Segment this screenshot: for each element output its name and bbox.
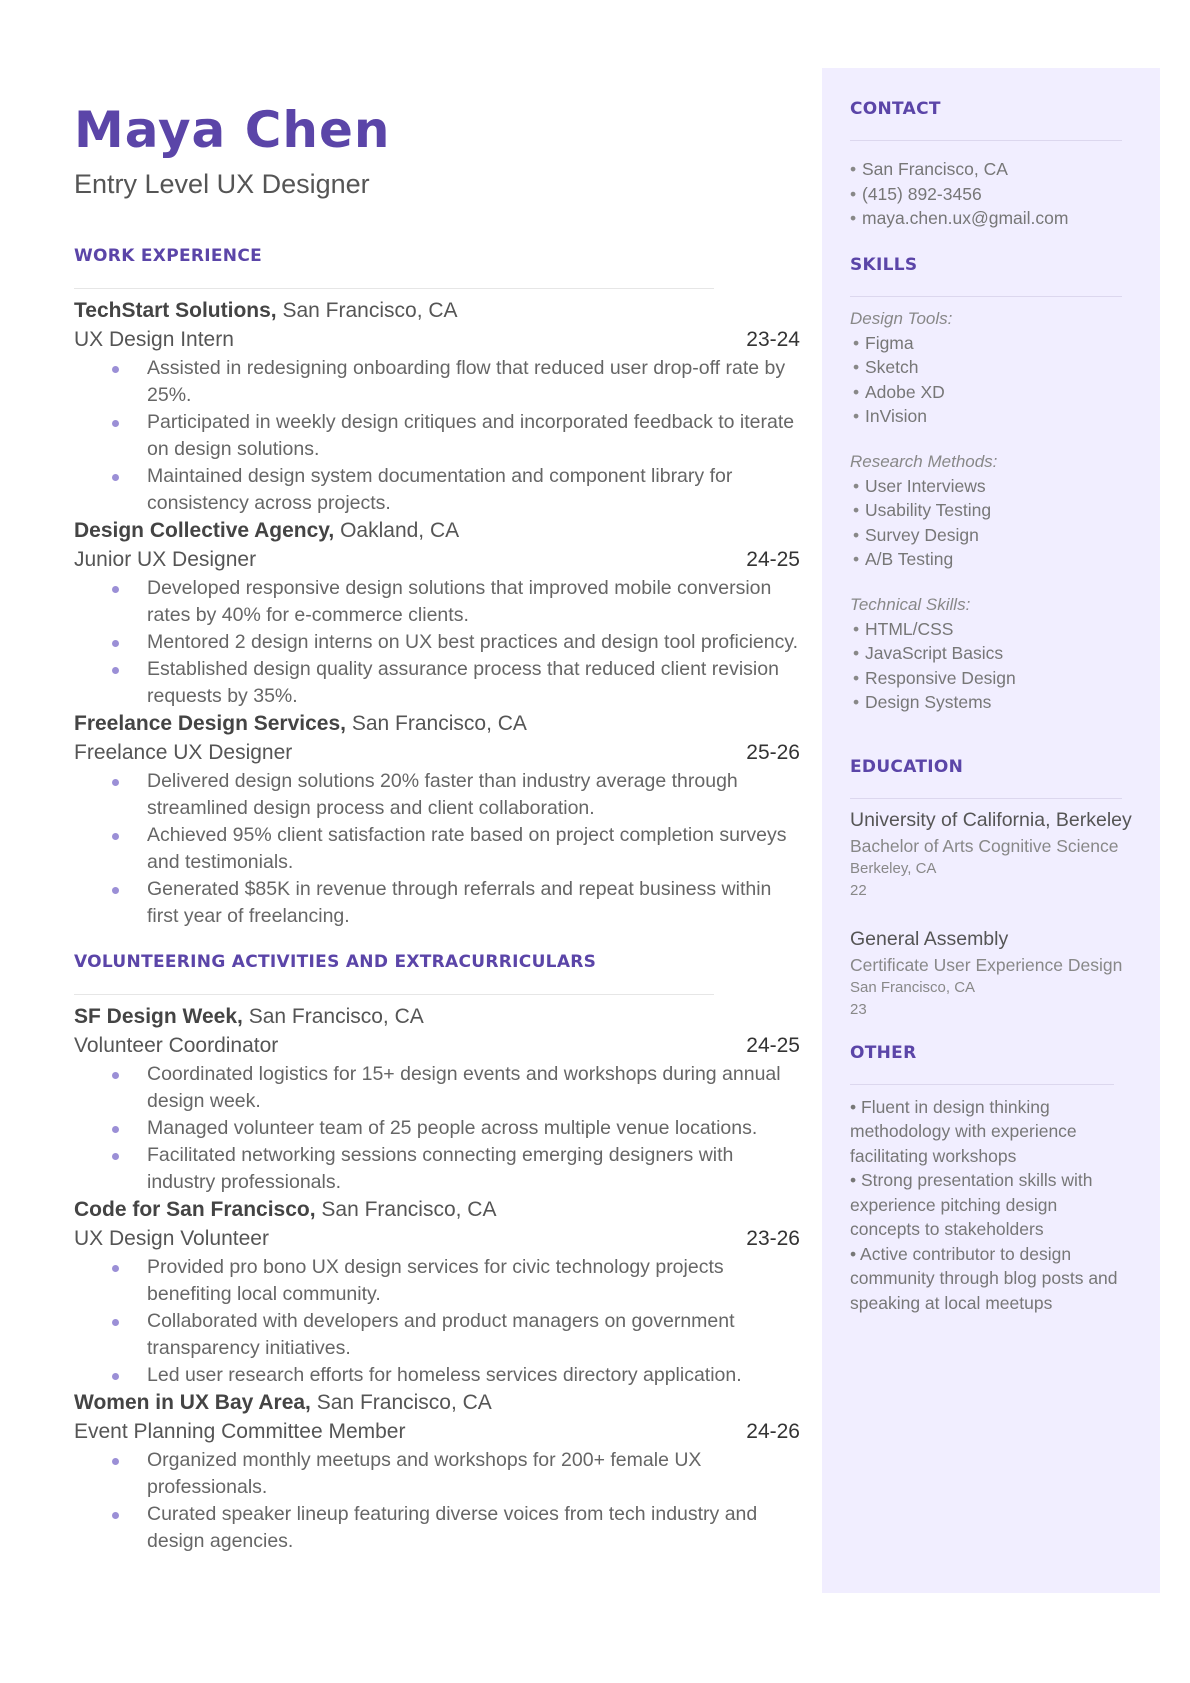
skill-item — [850, 690, 1132, 715]
achievement-list — [74, 355, 800, 517]
bullet-dot: • — [850, 1243, 861, 1264]
role-line — [74, 1031, 800, 1061]
skill-text: Sketch — [865, 357, 919, 377]
achievement-list — [74, 575, 800, 710]
organization-location: San Francisco, CA — [351, 712, 527, 735]
bullet-dot: • — [853, 500, 860, 520]
skill-category: Research Methods: — [850, 451, 998, 471]
achievement-text: Provided pro bono UX design services for civic technology projects benefiting local community. — [147, 1256, 724, 1305]
role-line — [74, 738, 800, 768]
bullet-dot: • — [853, 618, 860, 639]
role-title: UX Design Intern — [74, 328, 234, 351]
achievement-item — [74, 656, 800, 710]
achievement-text: Developed responsive design solutions that improved mobile conversion rates by 40% for e-commerce clients. — [147, 577, 772, 626]
achievement-text: Assisted in redesigning onboarding flow that reduced user drop-off rate by 25%. — [147, 357, 786, 406]
organization-location: Oakland, CA — [340, 519, 460, 542]
education-entry — [850, 926, 1132, 1021]
other-item — [850, 1242, 1132, 1316]
achievement-text: Organized monthly meetups and workshops for 200+ female UX professionals. — [147, 1449, 702, 1498]
other-item — [850, 1095, 1132, 1169]
experience-entry — [74, 517, 800, 710]
achievement-text: Mentored 2 design interns on UX best practices and design tool proficiency. — [147, 631, 799, 653]
experience-entry — [74, 1389, 800, 1555]
organization-line — [74, 1196, 800, 1224]
skill-item — [850, 404, 1132, 429]
organization-location: San Francisco, CA — [316, 1391, 492, 1414]
organization-name: Code for San Francisco, — [74, 1198, 316, 1221]
bullet-dot — [112, 420, 119, 427]
skills-groups — [850, 307, 1132, 715]
skill-item — [850, 498, 1132, 523]
achievement-text: Curated speaker lineup featuring diverse voices from tech industry and design agencies. — [147, 1503, 758, 1552]
role-dates: 24-25 — [746, 548, 800, 571]
role-line — [74, 1417, 800, 1447]
achievement-item — [74, 1142, 800, 1196]
bullet-dot — [112, 833, 119, 840]
skill-text: InVision — [865, 406, 927, 426]
main-column — [74, 92, 800, 1555]
bullet-dot — [112, 1265, 119, 1272]
organization-line — [74, 1389, 800, 1417]
skill-text: Responsive Design — [865, 667, 1016, 688]
school-location: San Francisco, CA — [850, 978, 976, 996]
bullet-dot — [112, 1126, 119, 1133]
organization-location: San Francisco, CA — [248, 1005, 424, 1028]
organization-name: TechStart Solutions, — [74, 299, 277, 322]
organization-line — [74, 1003, 800, 1031]
achievement-item — [74, 1061, 800, 1115]
role-line — [74, 545, 800, 575]
candidate-title: Entry Level UX Designer — [74, 169, 370, 199]
bullet-dot — [112, 887, 119, 894]
organization-line — [74, 297, 800, 325]
bullet-dot: • — [853, 332, 860, 353]
achievement-text: Coordinated logistics for 15+ design events and workshops during annual design week. — [147, 1063, 781, 1112]
bullet-dot: • — [853, 524, 860, 545]
other-text: Fluent in design thinking methodology with experience facilitating workshops — [850, 1096, 1077, 1166]
skill-item — [850, 547, 1132, 572]
organization-name: Freelance Design Services, — [74, 712, 346, 735]
experience-entry — [74, 710, 800, 930]
other-text: Active contributor to design community through blog posts and speaking at local meetups — [850, 1243, 1118, 1313]
spacer — [850, 902, 1132, 926]
skill-item — [850, 666, 1132, 691]
skill-text: JavaScript Basics — [865, 643, 1004, 663]
role-dates: 24-26 — [746, 1420, 800, 1443]
skill-text: Usability Testing — [865, 500, 992, 520]
other-item — [850, 1168, 1132, 1242]
skill-category: Technical Skills: — [850, 594, 971, 614]
achievement-text: Facilitated networking sessions connecting emerging designers with industry professionals. — [147, 1144, 734, 1193]
skill-text: Adobe XD — [865, 381, 945, 402]
achievement-item — [74, 1447, 800, 1501]
skill-list — [850, 474, 1132, 572]
bullet-dot: • — [850, 183, 857, 204]
degree: Certificate User Experience Design — [850, 954, 1123, 975]
role-title: Freelance UX Designer — [74, 741, 293, 764]
role-title: Volunteer Coordinator — [74, 1034, 279, 1057]
achievement-item — [74, 822, 800, 876]
experience-entry — [74, 1003, 800, 1196]
role-dates: 25-26 — [746, 741, 800, 764]
other-list — [850, 1095, 1132, 1316]
organization-line — [74, 710, 800, 738]
work-experience-list — [74, 297, 800, 930]
achievement-item — [74, 876, 800, 930]
bullet-dot — [112, 1458, 119, 1465]
bullet-dot: • — [853, 667, 860, 688]
section-title-skills: SKILLS — [850, 254, 918, 275]
bullet-dot — [112, 474, 119, 481]
bullet-dot: • — [850, 1096, 861, 1117]
role-title: Junior UX Designer — [74, 548, 257, 571]
contact-list — [850, 157, 1132, 231]
bullet-dot: • — [853, 475, 860, 496]
role-dates: 23-24 — [746, 328, 800, 351]
achievement-list — [74, 1447, 800, 1555]
skill-text: Survey Design — [865, 524, 979, 545]
skill-item — [850, 617, 1132, 642]
school-location: Berkeley, CA — [850, 859, 937, 877]
achievement-item — [74, 1254, 800, 1308]
organization-name: SF Design Week, — [74, 1005, 243, 1028]
contact-location: • San Francisco, CA — [850, 157, 1132, 182]
skill-text: Figma — [865, 332, 914, 353]
skill-item — [850, 355, 1132, 380]
skill-item — [850, 331, 1132, 356]
achievement-item — [74, 355, 800, 409]
role-dates: 24-25 — [746, 1034, 800, 1057]
skill-category: Design Tools: — [850, 308, 953, 328]
bullet-dot: • — [853, 549, 860, 569]
role-title: UX Design Volunteer — [74, 1227, 269, 1250]
role-line — [74, 325, 800, 355]
graduation-year: 23 — [850, 1000, 867, 1018]
bullet-dot — [112, 1319, 119, 1326]
organization-name: Design Collective Agency, — [74, 519, 335, 542]
spacer — [850, 572, 1132, 593]
bullet-dot — [112, 779, 119, 786]
bullet-dot — [112, 1153, 119, 1160]
bullet-dot — [112, 586, 119, 593]
skill-item — [850, 380, 1132, 405]
achievement-text: Participated in weekly design critiques and incorporated feedback to iterate on design solutions. — [147, 411, 795, 460]
candidate-name: Maya Chen — [74, 101, 391, 159]
skill-item — [850, 474, 1132, 499]
role-line — [74, 1224, 800, 1254]
role-dates: 23-26 — [746, 1227, 800, 1250]
spacer — [850, 429, 1132, 450]
section-title-other: OTHER — [850, 1042, 917, 1063]
skill-item — [850, 523, 1132, 548]
skill-text: User Interviews — [865, 475, 986, 496]
organization-location: San Francisco, CA — [282, 299, 458, 322]
bullet-dot: • — [853, 406, 860, 426]
section-title-volunteering: VOLUNTEERING ACTIVITIES AND EXTRACURRICULARS — [74, 952, 597, 972]
achievement-item — [74, 575, 800, 629]
skill-text: HTML/CSS — [865, 618, 954, 639]
bullet-dot: • — [853, 643, 860, 663]
section-title-work-experience: WORK EXPERIENCE — [74, 246, 263, 266]
skill-list — [850, 617, 1132, 715]
education-entry — [850, 807, 1132, 902]
achievement-item — [74, 1501, 800, 1555]
school-name: General Assembly — [850, 927, 1009, 950]
achievement-text: Managed volunteer team of 25 people across multiple venue locations. — [147, 1117, 758, 1139]
achievement-item — [74, 463, 800, 517]
achievement-text: Generated $85K in revenue through referrals and repeat business within first year of freelancing. — [147, 878, 772, 927]
school-name: University of California, Berkeley — [850, 808, 1132, 831]
contact-email[interactable]: • maya.chen.ux@gmail.com — [850, 206, 1132, 231]
organization-line — [74, 517, 800, 545]
bullet-dot: • — [853, 692, 860, 712]
bullet-dot — [112, 1072, 119, 1079]
organization-location: San Francisco, CA — [321, 1198, 497, 1221]
bullet-dot — [112, 366, 119, 373]
other-text: Strong presentation skills with experience pitching design concepts to stakeholders — [850, 1170, 1093, 1239]
achievement-item — [74, 1308, 800, 1362]
achievement-text: Led user research efforts for homeless services directory application. — [147, 1364, 742, 1386]
achievement-item — [74, 629, 800, 656]
bullet-dot: • — [850, 1170, 861, 1190]
experience-entry — [74, 297, 800, 517]
bullet-dot — [112, 1512, 119, 1519]
experience-entry — [74, 1196, 800, 1389]
skill-item — [850, 641, 1132, 666]
sidebar — [822, 68, 1160, 1593]
role-title: Event Planning Committee Member — [74, 1420, 406, 1443]
skill-text: Design Systems — [865, 692, 992, 712]
bullet-dot: • — [850, 208, 857, 228]
achievement-item — [74, 1362, 800, 1389]
achievement-text: Delivered design solutions 20% faster than industry average through streamlined design process and client collaboration. — [147, 770, 738, 819]
bullet-dot: • — [853, 381, 860, 402]
bullet-dot — [112, 1373, 119, 1380]
bullet-dot — [112, 640, 119, 647]
achievement-text: Established design quality assurance process that reduced client revision requests by 35%. — [147, 658, 779, 707]
achievement-list — [74, 1061, 800, 1196]
achievement-list — [74, 768, 800, 930]
bullet-dot: • — [853, 357, 860, 377]
contact-phone: • (415) 892-3456 — [850, 182, 1132, 207]
bullet-dot — [112, 667, 119, 674]
organization-name: Women in UX Bay Area, — [74, 1391, 311, 1414]
achievement-item — [74, 768, 800, 822]
section-title-contact: CONTACT — [850, 99, 941, 119]
bullet-dot: • — [850, 159, 857, 179]
achievement-item — [74, 1115, 800, 1142]
achievement-text: Achieved 95% client satisfaction rate based on project completion surveys and testimonials. — [147, 824, 787, 873]
graduation-year: 22 — [850, 881, 867, 899]
degree: Bachelor of Arts Cognitive Science — [850, 835, 1119, 856]
skill-list — [850, 331, 1132, 429]
education-list — [850, 807, 1132, 1021]
achievement-text: Collaborated with developers and product managers on government transparency initiatives. — [147, 1310, 735, 1359]
section-title-education: EDUCATION — [850, 756, 964, 777]
achievement-list — [74, 1254, 800, 1389]
achievement-item — [74, 409, 800, 463]
volunteering-list — [74, 1003, 800, 1555]
skill-text: A/B Testing — [865, 549, 954, 569]
achievement-text: Maintained design system documentation and component library for consistency across projects. — [147, 465, 733, 514]
